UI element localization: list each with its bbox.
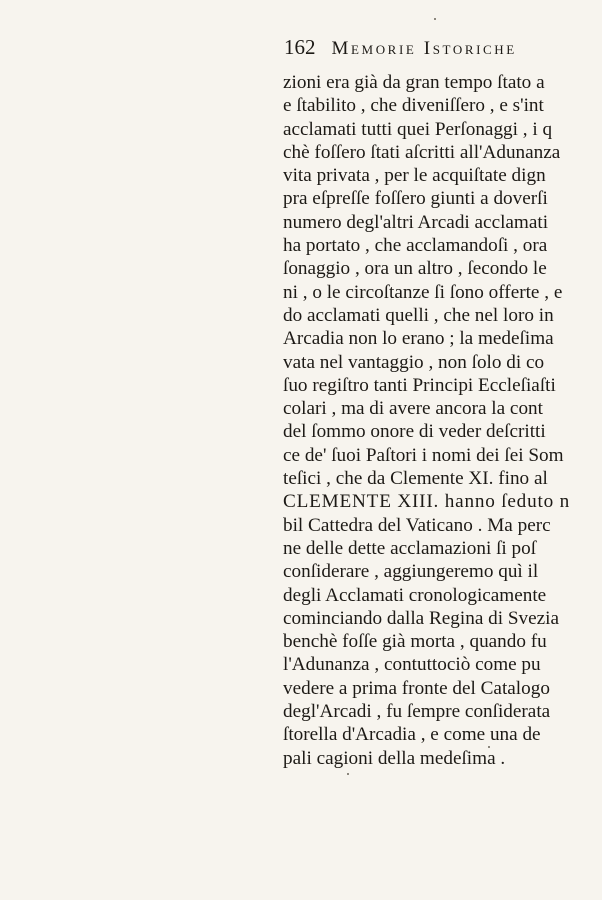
text-line: vata nel vantaggio , non ſolo di co: [283, 351, 545, 373]
text-line: ce de' ſuoi Paſtori i nomi dei ſei Som: [283, 444, 564, 466]
text-line: benchè foſſe già morta , quando fu: [283, 631, 547, 653]
text-line: teſici , che da Clemente XI. fino al: [283, 468, 548, 490]
text-line: degl'Arcadi , fu ſempre conſiderata: [283, 701, 551, 723]
ink-speck: [434, 18, 436, 20]
text-line: ſuo regiſtro tanti Principi Eccleſiaſti: [283, 374, 556, 396]
text-line: degli Acclamati cronologicamente: [283, 584, 547, 606]
text-line: acclamati tutti quei Perſonaggi , i q: [283, 118, 553, 140]
text-line: ha portato , che acclamandoſi , ora: [283, 235, 548, 257]
text-line: do acclamati quelli , che nel loro in: [283, 304, 554, 326]
text-line: ne delle dette acclamazioni ſi poſ: [283, 537, 537, 559]
text-line: del ſommo onore di veder deſcritti: [283, 421, 546, 443]
text-line: bil Cattedra del Vaticano . Ma perc: [283, 514, 551, 536]
ink-speck: [488, 746, 490, 748]
text-line: Arcadia non lo erano ; la medeſima: [283, 328, 554, 350]
text-line: vita privata , per le acquiſtate dign: [283, 165, 546, 187]
running-head: [284, 36, 517, 60]
text-line: numero degl'altri Arcadi acclamati: [283, 211, 549, 233]
text-line: pra eſpreſſe foſſero giunti a doverſi: [283, 188, 548, 210]
text-line: ſonaggio , ora un altro , ſecondo le: [283, 258, 547, 280]
text-line: pali cagioni della medeſima .: [283, 747, 506, 769]
text-line: vedere a prima fronte del Catalogo: [283, 677, 550, 699]
text-line: zioni era già da gran tempo ſtato a: [283, 72, 545, 93]
text-line: l'Adunanza , contuttociò come pu: [283, 654, 541, 676]
body-text: [283, 71, 602, 770]
text-line: ſtorella d'Arcadia , e come una de: [283, 724, 541, 746]
text-line: CLEMENTE XIII. hanno ſeduto n: [283, 491, 570, 513]
text-line: colari , ma di avere ancora la cont: [283, 398, 543, 420]
text-line: cominciando dalla Regina di Svezia: [283, 607, 559, 629]
page-number: 162: [284, 35, 316, 59]
text-line: ni , o le circoſtanze ſi ſono offerte , e: [283, 281, 563, 303]
ink-speck: [347, 773, 349, 775]
text-line: conſiderare , aggiungeremo quì il: [283, 561, 539, 583]
text-line: e ſtabilito , che diveniſſero , e s'int: [283, 95, 544, 117]
text-line: chè foſſero ſtati aſcritti all'Adunanza: [283, 141, 561, 163]
running-head-title: Memorie Istoriche: [331, 38, 517, 59]
